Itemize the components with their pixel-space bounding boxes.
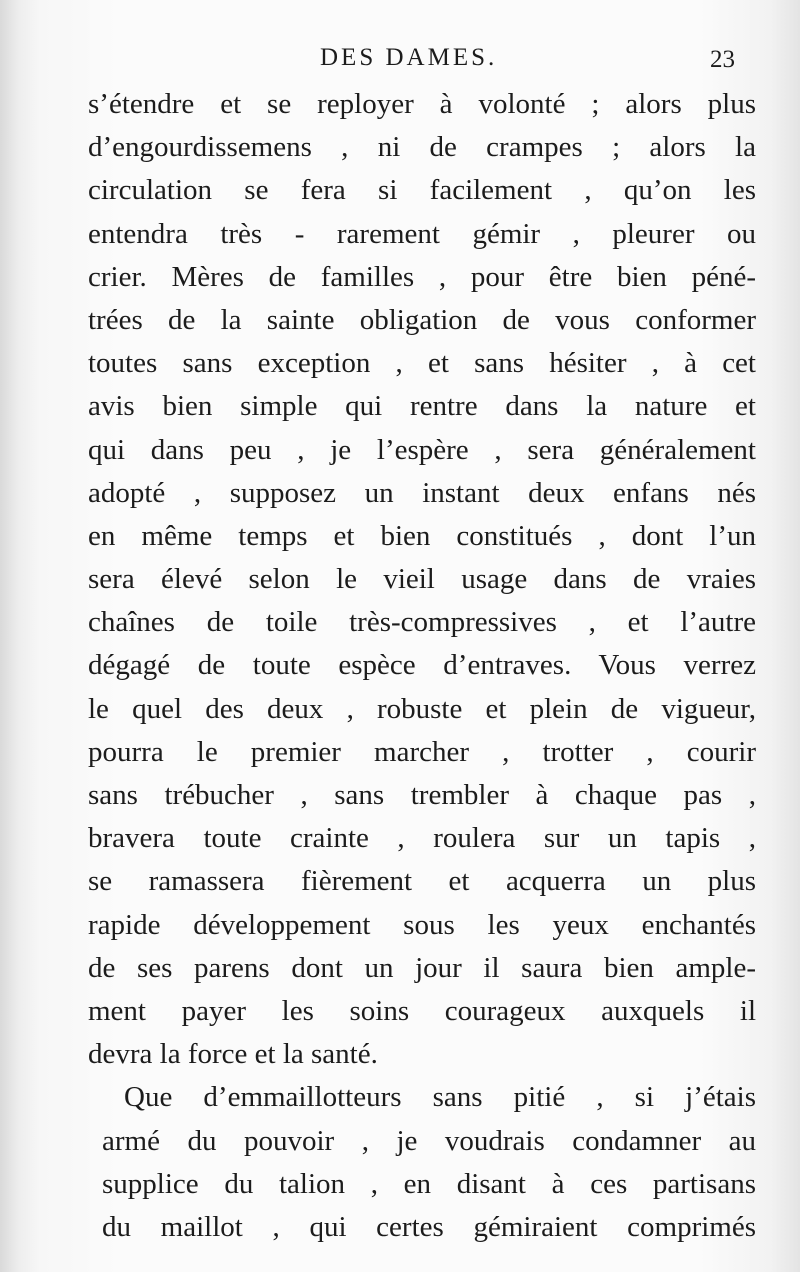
text-line: qui dans peu , je l’espère , sera généralement <box>88 433 756 466</box>
text-line: trées de la sainte obligation de vous conformer <box>88 303 756 336</box>
running-head: DES DAMES. <box>320 44 498 71</box>
text-line: ment payer les soins courageux auxquels il <box>88 994 756 1027</box>
paragraph <box>88 83 756 1076</box>
text-line: avis bien simple qui rentre dans la nature et <box>88 390 756 423</box>
text-line: pourra le premier marcher , trotter , courir <box>88 735 756 768</box>
text-line: chaînes de toile très-compressives , et l’autre <box>88 606 756 639</box>
paragraph <box>102 1076 756 1249</box>
text-line: en même temps et bien constitués , dont l’un <box>88 519 756 552</box>
text-line: adopté , supposez un instant deux enfans nés <box>88 476 756 509</box>
text-line: armé du pouvoir , je voudrais condamner au <box>102 1124 756 1157</box>
text-line: devra la force et la santé. <box>88 1038 378 1071</box>
text-line: Que d’emmaillotteurs sans pitié , si j’étais <box>124 1081 756 1114</box>
text-line: bravera toute crainte , roulera sur un tapis , <box>88 822 756 855</box>
page-header <box>0 44 800 84</box>
text-line: de ses parens dont un jour il saura bien ample- <box>88 951 756 984</box>
text-line: d’engourdissemens , ni de crampes ; alors la <box>88 131 756 164</box>
page-number: 23 <box>710 46 735 73</box>
text-line: s’étendre et se reployer à volonté ; alors plus <box>88 88 756 120</box>
text-line: rapide développement sous les yeux enchantés <box>88 908 756 941</box>
text-line: se ramassera fièrement et acquerra un plus <box>88 865 756 898</box>
text-line: circulation se fera si facilement , qu’on les <box>88 174 756 207</box>
text-line: du maillot , qui certes gémiraient comprimés <box>102 1210 756 1243</box>
text-line: entendra très - rarement gémir , pleurer ou <box>88 217 756 250</box>
body-text <box>88 83 756 1249</box>
text-line: sans trébucher , sans trembler à chaque pas , <box>88 779 756 811</box>
text-line: le quel des deux , robuste et plein de vigueur, <box>88 692 756 725</box>
text-line: crier. Mères de familles , pour être bien péné- <box>88 260 756 293</box>
text-line: dégagé de toute espèce d’entraves. Vous verrez <box>88 649 756 682</box>
text-line: supplice du talion , en disant à ces partisans <box>102 1167 756 1200</box>
text-line: toutes sans exception , et sans hésiter , à cet <box>88 347 756 380</box>
text-line: sera élevé selon le vieil usage dans de vraies <box>88 563 756 596</box>
